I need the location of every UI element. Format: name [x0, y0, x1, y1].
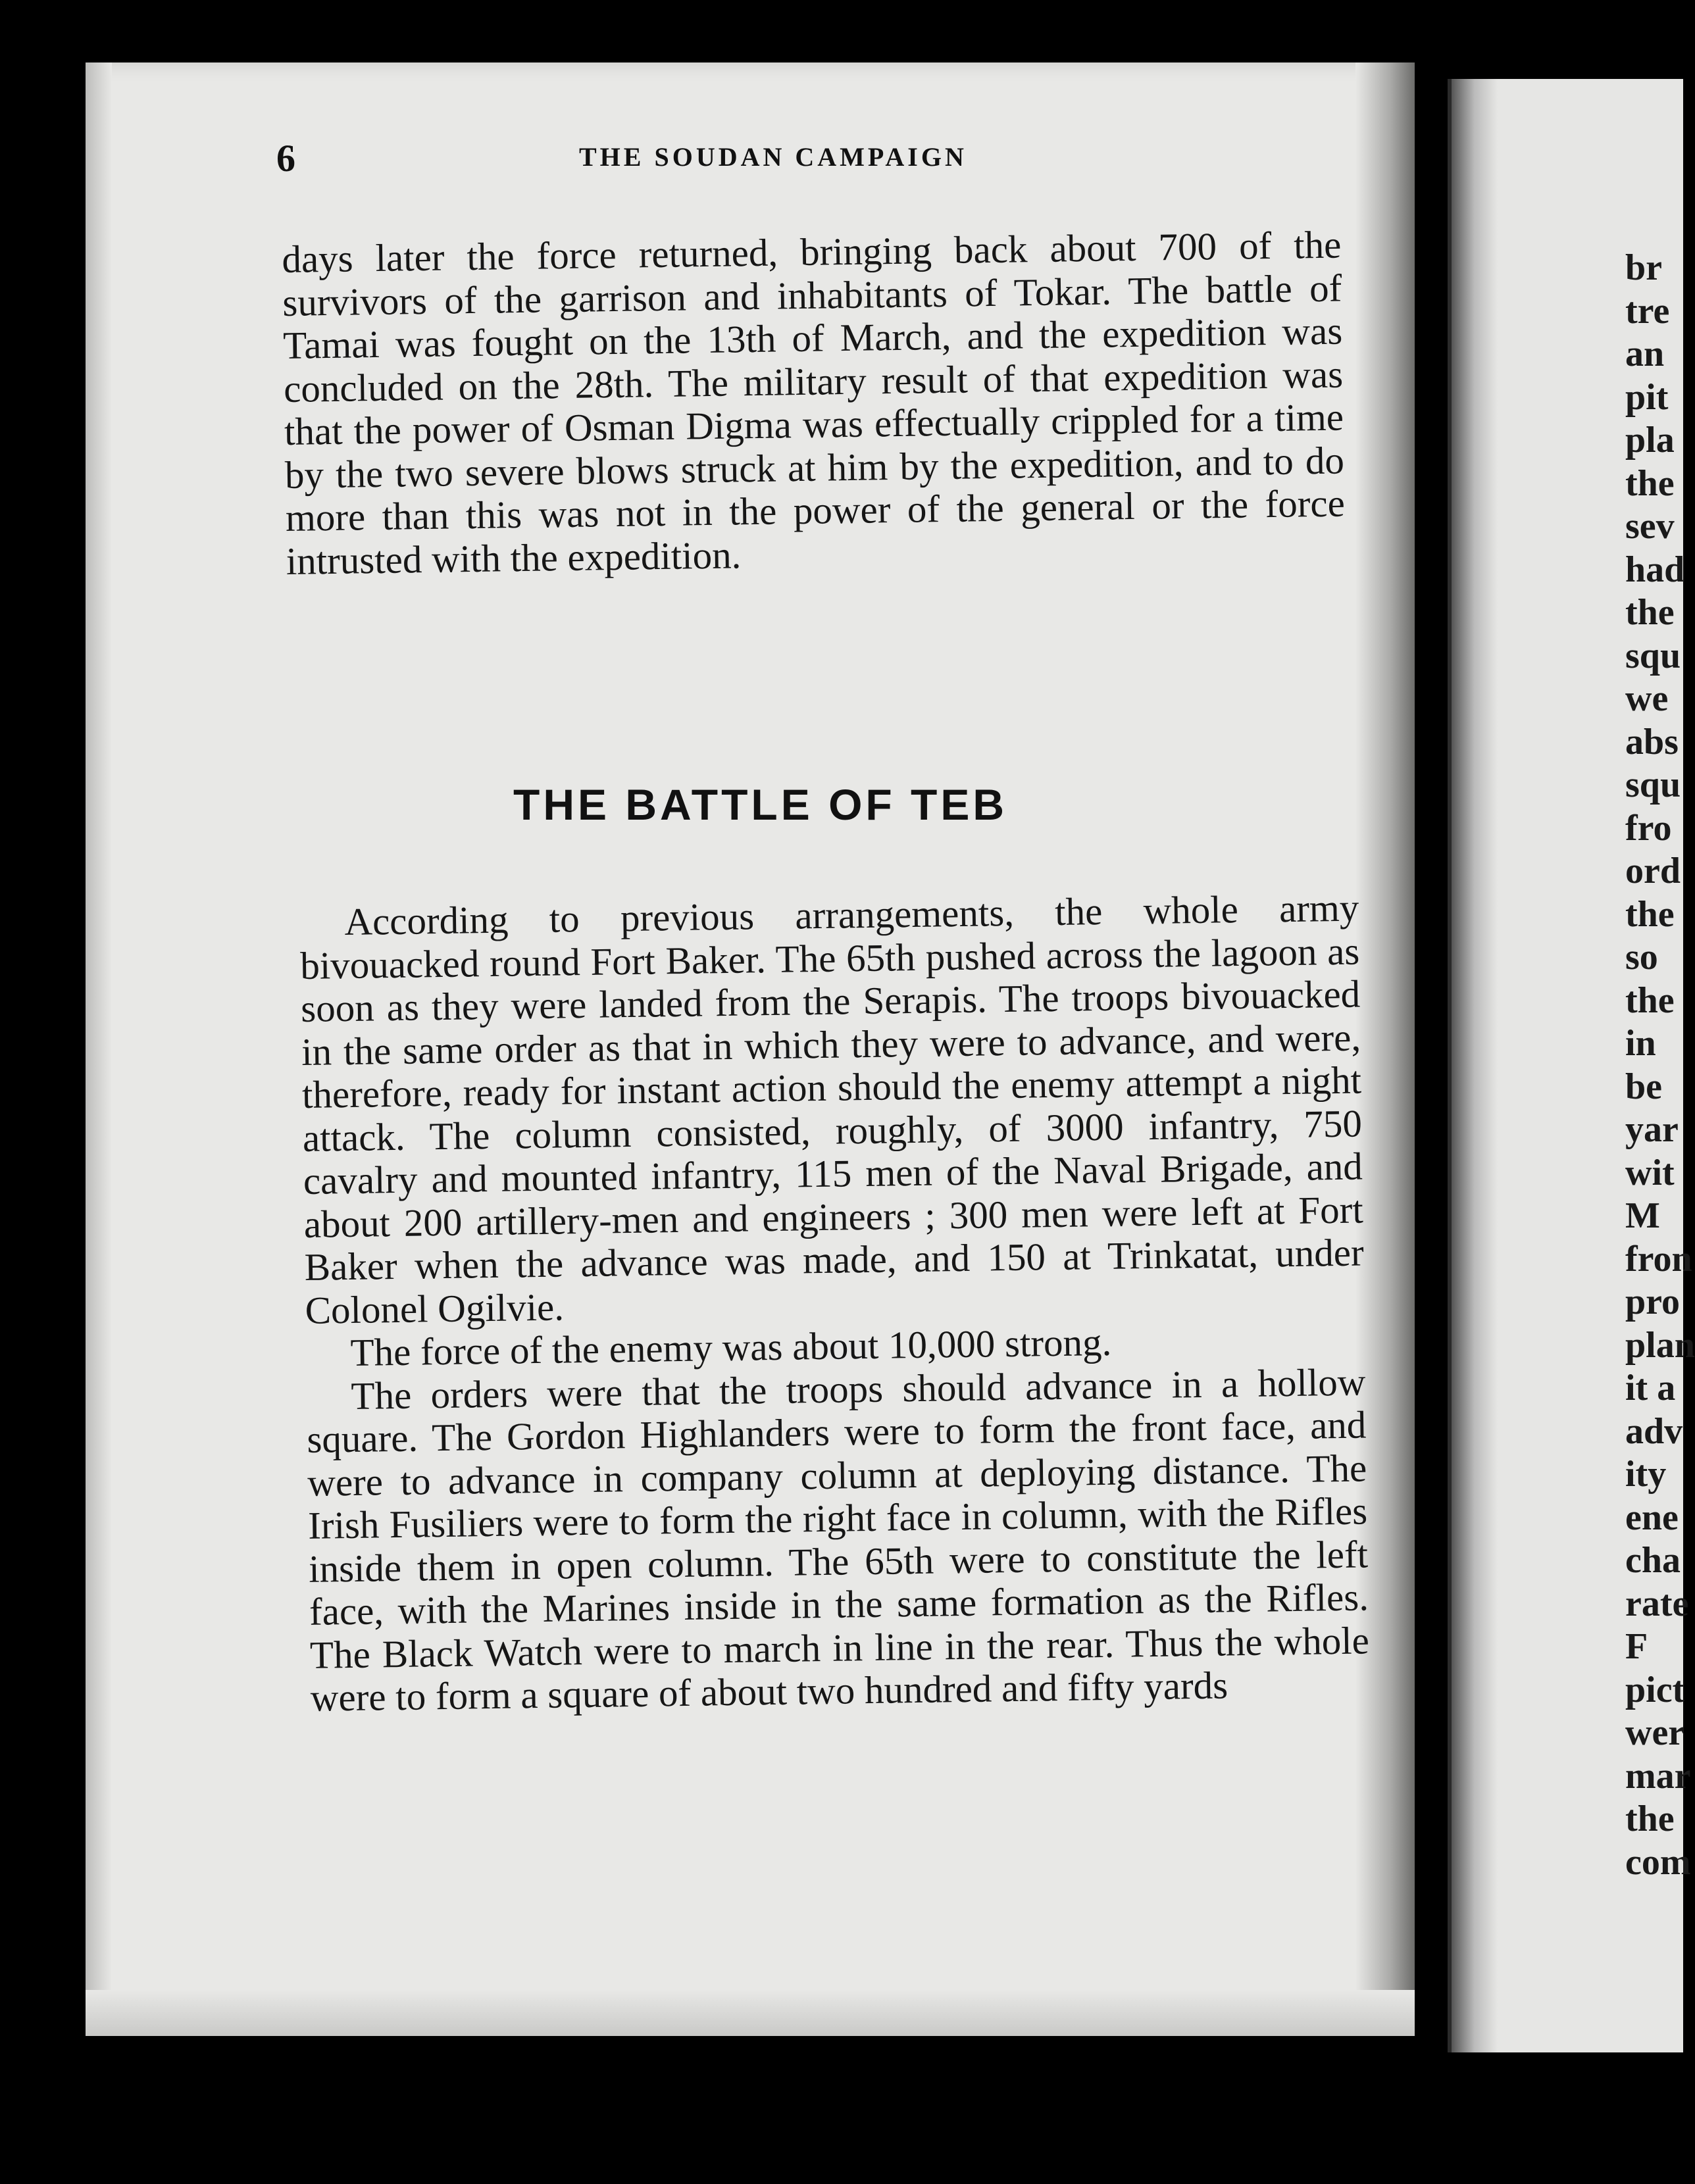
adjacent-page-fragment: tre [1625, 290, 1670, 332]
adjacent-page-fragment: F [1625, 1626, 1648, 1667]
adjacent-page-fragment: fro [1625, 807, 1672, 849]
adjacent-page-fragment: com [1625, 1841, 1691, 1883]
page-edge-shadow [86, 62, 112, 2036]
adjacent-page-fragment: mar [1625, 1755, 1691, 1797]
paragraph: According to previous arrangements, the whole army bivouacked round Fort Baker. The 65th pushed across the lagoon as soon as they were landed from the Serapis. The troops bivouacked in the same order as that in which they were to advance, and were, therefore, ready for instant action should the enemy attempt a night attack. The column consisted, roughly, of 3000 infantry, 750 cavalry and mounted infantry, 115 men of the Naval Brigade, and about 200 artillery-men and engineers ; 300 men were left at Fort Baker when the advance was made, and 150 at Trinkatat, under Colonel Ogilvie. [299, 885, 1365, 1332]
adjacent-page-fragment: pit [1625, 376, 1669, 418]
adjacent-page-fragment: an [1625, 334, 1665, 374]
paragraph: days later the force returned, bringing back about 700 of the survivors of the garrison and inhabitants of Tokar. The battle of Tamai was fought on the 13th of March, and the expedition was concluded on the 28th. The military result of that expedition was that the power of Osman Digma was effectually crippled for a time by the two severe blows struck at him by the expedition, and to do more than this was not in the power of the general or the force intrusted with the expedition. [281, 222, 1346, 583]
paragraph: The orders were that the troops should advance in a hollow square. The Gordon Highlanders were to form the front face, and were to advance in company column at deploying distance. The Irish Fusiliers were to form the right face in column, with the Rifles inside them in open column. The 65th were to constitute the left face, with the Marines inside in the same formation as the Rifles. The Black Watch were to march in line in the rear. Thus the whole were to form a square of about two hundred and fifty yards [306, 1359, 1370, 1720]
text-block-section [299, 887, 1370, 1720]
adjacent-page-fragment: had [1625, 549, 1685, 590]
adjacent-page-fragment: M [1625, 1195, 1660, 1236]
adjacent-page-fragment: the [1625, 462, 1675, 504]
adjacent-page-fragment: adv [1625, 1410, 1683, 1452]
adjacent-page-fragment: ity [1625, 1454, 1667, 1495]
adjacent-page-fragment: so [1625, 937, 1658, 978]
adjacent-page-fragment: sev [1625, 506, 1675, 547]
page-bottom-edge [86, 1990, 1415, 2036]
adjacent-page-fragment: pro [1625, 1281, 1680, 1322]
adjacent-page-fragment: be [1625, 1066, 1662, 1107]
adjacent-page-fragment: we [1625, 678, 1669, 719]
adjacent-page-fragment: fron [1625, 1238, 1692, 1279]
page-number: 6 [276, 137, 295, 180]
adjacent-page-fragment: pla [1625, 420, 1675, 460]
paragraph: The force of the enemy was about 10,000 strong. [350, 1320, 1112, 1374]
adjacent-page-fragment: wer [1625, 1712, 1685, 1753]
adjacent-page-fragment: plan [1625, 1324, 1695, 1366]
adjacent-page-fragment: wit [1625, 1152, 1675, 1193]
adjacent-page-fragment: in [1625, 1023, 1656, 1064]
adjacent-page-fragment: br [1625, 247, 1662, 288]
adjacent-page-fragment: ord [1625, 851, 1681, 891]
running-title: THE SOUDAN CAMPAIGN [579, 142, 967, 172]
adjacent-page-fragment: yar [1625, 1109, 1679, 1150]
adjacent-page-fragment: cha [1625, 1540, 1681, 1581]
adjacent-page-fragment: the [1625, 592, 1675, 633]
adjacent-page-fragment: the [1625, 1799, 1675, 1839]
adjacent-page-fragment: abs [1625, 721, 1679, 762]
page-gutter [1355, 62, 1415, 2036]
adjacent-page-fragment: squ [1625, 764, 1681, 805]
adjacent-page-fragment: the [1625, 980, 1675, 1021]
adjacent-page-fragment: the [1625, 893, 1675, 935]
section-heading: THE BATTLE OF TEB [513, 780, 1008, 829]
adjacent-page-fragment: pict [1625, 1669, 1685, 1710]
adjacent-page-fragment: it a [1625, 1368, 1676, 1408]
text-block-continuation [282, 224, 1346, 583]
adjacent-page-fragment: ene [1625, 1497, 1679, 1538]
adjacent-page-fragment: rate [1625, 1583, 1689, 1624]
adjacent-page-fragment: squ [1625, 635, 1681, 676]
adjacent-page-fold [1452, 79, 1498, 2052]
